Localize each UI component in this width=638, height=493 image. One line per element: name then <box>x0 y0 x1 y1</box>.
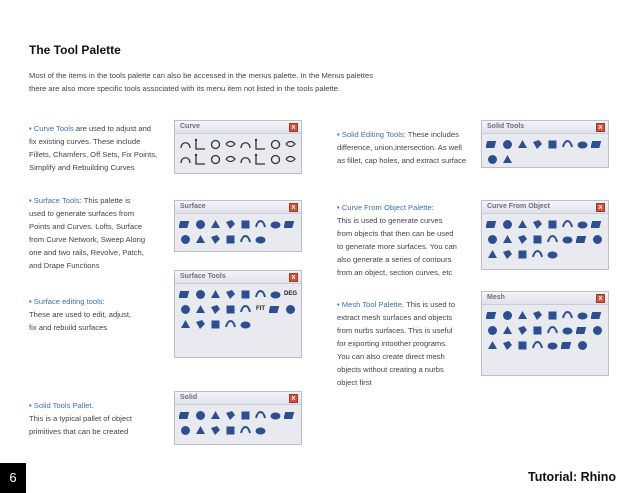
page-number: 6 <box>0 463 26 493</box>
tool-icon[interactable] <box>179 218 192 231</box>
tool-icon[interactable] <box>209 303 222 316</box>
tool-icon[interactable] <box>269 409 282 422</box>
curve-tool-icon[interactable] <box>209 153 222 166</box>
tool-icon[interactable] <box>269 288 282 301</box>
tool-icon[interactable] <box>239 303 252 316</box>
solid-palette[interactable] <box>174 391 302 445</box>
tool-icon[interactable] <box>194 303 207 316</box>
close-icon[interactable]: x <box>596 294 605 303</box>
tool-icon[interactable] <box>531 339 544 352</box>
curve-tool-icon[interactable] <box>194 138 207 151</box>
intro-line: Most of the items in the tools palette can also be accessed in the menus palette. In the Menus palettes <box>29 71 374 80</box>
tool-icon[interactable] <box>179 288 192 301</box>
tool-icon[interactable] <box>486 218 499 231</box>
tool-icon[interactable] <box>194 233 207 246</box>
tool-icon[interactable] <box>239 318 252 331</box>
tool-icon[interactable] <box>224 218 237 231</box>
tool-icon[interactable] <box>284 409 297 422</box>
tool-icon[interactable] <box>209 233 222 246</box>
tool-icon[interactable] <box>591 233 604 246</box>
mesh-palette[interactable] <box>481 291 609 376</box>
curve-from-object-link[interactable]: Curve From Object Palette <box>341 203 432 212</box>
close-icon[interactable]: x <box>596 203 605 212</box>
tool-icon[interactable] <box>179 233 192 246</box>
curve-tools-link[interactable]: Curve Tools <box>33 124 74 133</box>
curve-tool-icon[interactable] <box>224 138 237 151</box>
palette-title-bar[interactable]: Curve x <box>175 121 301 134</box>
palette-title-bar[interactable]: Solid Tools x <box>482 121 608 134</box>
tool-icon[interactable] <box>531 138 544 151</box>
tool-icon[interactable] <box>576 218 589 231</box>
tool-icon[interactable] <box>486 138 499 151</box>
solid-editing-link[interactable]: Solid Editing Tools <box>341 130 404 139</box>
surface-editing-description: • Surface editing tools: These are used to edit, adjust, fix and rebuild surfaces <box>29 297 132 332</box>
curve-from-object-palette[interactable] <box>481 200 609 270</box>
tool-icon[interactable] <box>516 339 529 352</box>
tool-icon[interactable] <box>501 248 514 261</box>
tool-icon[interactable] <box>516 248 529 261</box>
tool-icon[interactable] <box>501 138 514 151</box>
mesh-tool-description: • Mesh Tool Palette. This is used to extract mesh surfaces and objects from nurbs surfaces. This is useful for exporting intoother programs. You can also create direct mesh objects without creating a nurbs object first <box>337 300 456 387</box>
surface-palette[interactable] <box>174 200 302 252</box>
tool-icon[interactable] <box>179 318 192 331</box>
tool-icon[interactable] <box>546 339 559 352</box>
tool-icon[interactable] <box>194 424 207 437</box>
tool-icon[interactable] <box>239 233 252 246</box>
tutorial-label: Tutorial: Rhino <box>528 470 616 484</box>
tool-icon[interactable] <box>239 288 252 301</box>
tool-icon[interactable] <box>224 233 237 246</box>
tool-icon[interactable] <box>501 233 514 246</box>
tool-icon[interactable] <box>209 409 222 422</box>
tool-icon[interactable] <box>576 324 589 337</box>
tool-icon[interactable] <box>179 424 192 437</box>
tool-icon[interactable] <box>224 288 237 301</box>
tool-label-icon[interactable]: DEG <box>284 291 298 297</box>
tool-icon[interactable] <box>516 324 529 337</box>
tool-icon[interactable] <box>486 233 499 246</box>
tool-icon[interactable] <box>561 309 574 322</box>
tool-icon[interactable] <box>239 218 252 231</box>
mesh-tool-link[interactable]: Mesh Tool Palette <box>341 300 403 309</box>
close-icon[interactable]: x <box>289 123 298 132</box>
tool-icon[interactable] <box>254 218 267 231</box>
tool-icon[interactable] <box>576 233 589 246</box>
tool-icon[interactable] <box>209 424 222 437</box>
surface-tools-description: • Surface Tools: This palette is used to generate surfaces from Points and Curves. Lofts, Surface from Curve Network, Sweep Along one and two rails, Revolve, Patch, and Drape Functions <box>29 196 146 270</box>
tool-icon[interactable] <box>531 324 544 337</box>
tool-icon[interactable] <box>591 218 604 231</box>
curve-tool-icon[interactable] <box>179 138 192 151</box>
curve-from-object-description: • Curve From Object Palette: This is used to generate curves from objects that then can be used to generate more surfaces. You can also generate a series of contours from an object, section curves, etc <box>337 203 457 277</box>
surface-tools-palette[interactable] <box>174 270 302 358</box>
curve-tool-icon[interactable] <box>239 138 252 151</box>
tool-icon[interactable] <box>239 424 252 437</box>
tool-icon[interactable] <box>591 309 604 322</box>
tool-icon[interactable] <box>209 288 222 301</box>
tool-icon[interactable] <box>209 218 222 231</box>
tool-icon[interactable] <box>576 339 589 352</box>
tool-icon[interactable] <box>561 339 574 352</box>
tool-icon[interactable] <box>576 138 589 151</box>
tool-icon[interactable] <box>486 153 499 166</box>
tool-icon[interactable] <box>254 424 267 437</box>
solid-pallet-link[interactable]: Solid Tools Pallet <box>33 401 92 410</box>
tool-icon[interactable] <box>546 309 559 322</box>
curve-tool-icon[interactable] <box>194 153 207 166</box>
tool-icon[interactable] <box>179 409 192 422</box>
tool-icon[interactable] <box>501 339 514 352</box>
tool-icon[interactable] <box>254 409 267 422</box>
tool-icon[interactable] <box>194 288 207 301</box>
tool-icon[interactable] <box>254 288 267 301</box>
tool-icon[interactable] <box>501 309 514 322</box>
curve-tool-icon[interactable] <box>284 153 297 166</box>
tool-icon[interactable] <box>194 409 207 422</box>
tool-label-icon[interactable]: FIT <box>256 306 265 312</box>
tool-icon[interactable] <box>561 233 574 246</box>
icon-grid <box>179 409 301 437</box>
tool-icon[interactable] <box>546 138 559 151</box>
tool-icon[interactable] <box>486 339 499 352</box>
curve-tool-icon[interactable] <box>239 153 252 166</box>
tool-icon[interactable] <box>269 303 282 316</box>
tool-icon[interactable] <box>269 218 282 231</box>
intro-line: there are also more specific tools associated with its menu item not listed in the tools palette. <box>29 84 341 93</box>
tool-icon[interactable] <box>546 218 559 231</box>
solid-tools-palette[interactable] <box>481 120 609 168</box>
tool-icon[interactable] <box>224 303 237 316</box>
curve-tools-description: • Curve Tools are used to adjust and fix existing curves. These include Fillets, Chamfers, Off Sets, Fix Points, Simplify and Rebuilding Curves <box>29 124 158 172</box>
close-icon[interactable]: x <box>289 394 298 403</box>
tool-icon[interactable] <box>224 409 237 422</box>
tool-icon[interactable] <box>561 218 574 231</box>
tool-icon[interactable] <box>531 309 544 322</box>
tool-icon[interactable] <box>209 318 222 331</box>
tool-icon[interactable] <box>546 233 559 246</box>
tool-icon[interactable] <box>516 218 529 231</box>
tool-icon[interactable] <box>561 138 574 151</box>
tool-icon[interactable] <box>179 303 192 316</box>
curve-palette[interactable] <box>174 120 302 174</box>
surface-editing-link[interactable]: Surface editing tools <box>33 297 103 306</box>
icon-grid <box>179 288 301 331</box>
tool-icon[interactable] <box>501 324 514 337</box>
icon-grid <box>179 138 301 166</box>
tool-icon[interactable] <box>224 424 237 437</box>
tool-icon[interactable] <box>501 153 514 166</box>
page-title: The Tool Palette <box>29 43 121 57</box>
tool-icon[interactable] <box>284 303 297 316</box>
tool-icon[interactable] <box>591 138 604 151</box>
tool-icon[interactable] <box>239 409 252 422</box>
palette-title-bar[interactable]: Mesh x <box>482 292 608 305</box>
tool-icon[interactable] <box>486 309 499 322</box>
icon-grid <box>486 218 608 261</box>
tool-icon[interactable] <box>486 324 499 337</box>
tool-icon[interactable] <box>501 218 514 231</box>
icon-grid <box>179 218 301 246</box>
curve-tool-icon[interactable] <box>179 153 192 166</box>
tool-icon[interactable] <box>516 309 529 322</box>
tool-icon[interactable] <box>531 248 544 261</box>
palette-title-bar[interactable]: Curve From Object x <box>482 201 608 214</box>
tool-icon[interactable] <box>224 318 237 331</box>
icon-grid <box>486 309 608 352</box>
intro-paragraph <box>29 69 409 95</box>
tool-icon[interactable] <box>254 233 267 246</box>
tool-icon[interactable] <box>591 324 604 337</box>
tool-icon[interactable] <box>561 324 574 337</box>
tool-icon[interactable] <box>576 309 589 322</box>
palette-title-bar[interactable]: Surface x <box>175 201 301 214</box>
solid-pallet-description: • Solid Tools Pallet. This is a typical pallet of object primitives that can be created <box>29 401 132 436</box>
tool-icon[interactable] <box>194 318 207 331</box>
tool-icon[interactable] <box>531 218 544 231</box>
solid-editing-description: • Solid Editing Tools: These includes difference, union,intersection. As well as fillet, cap holes, and extract surface <box>337 130 467 165</box>
curve-tool-icon[interactable] <box>269 138 282 151</box>
palette-title-bar[interactable]: Solid x <box>175 392 301 405</box>
curve-tool-icon[interactable] <box>254 153 267 166</box>
tool-icon[interactable] <box>516 138 529 151</box>
tool-icon[interactable] <box>546 324 559 337</box>
tool-icon[interactable] <box>531 233 544 246</box>
tool-icon[interactable] <box>194 218 207 231</box>
tool-icon[interactable] <box>284 218 297 231</box>
curve-tool-icon[interactable] <box>284 138 297 151</box>
close-icon[interactable]: x <box>289 273 298 282</box>
curve-tool-icon[interactable] <box>209 138 222 151</box>
curve-tool-icon[interactable] <box>254 138 267 151</box>
close-icon[interactable]: x <box>596 123 605 132</box>
curve-tool-icon[interactable] <box>269 153 282 166</box>
palette-title-bar[interactable]: Surface Tools x <box>175 271 301 284</box>
tool-icon[interactable] <box>516 233 529 246</box>
surface-tools-link[interactable]: Surface Tools <box>33 196 80 205</box>
icon-grid <box>486 138 608 166</box>
tool-icon[interactable] <box>486 248 499 261</box>
tool-icon[interactable] <box>546 248 559 261</box>
curve-tool-icon[interactable] <box>224 153 237 166</box>
close-icon[interactable]: x <box>289 203 298 212</box>
